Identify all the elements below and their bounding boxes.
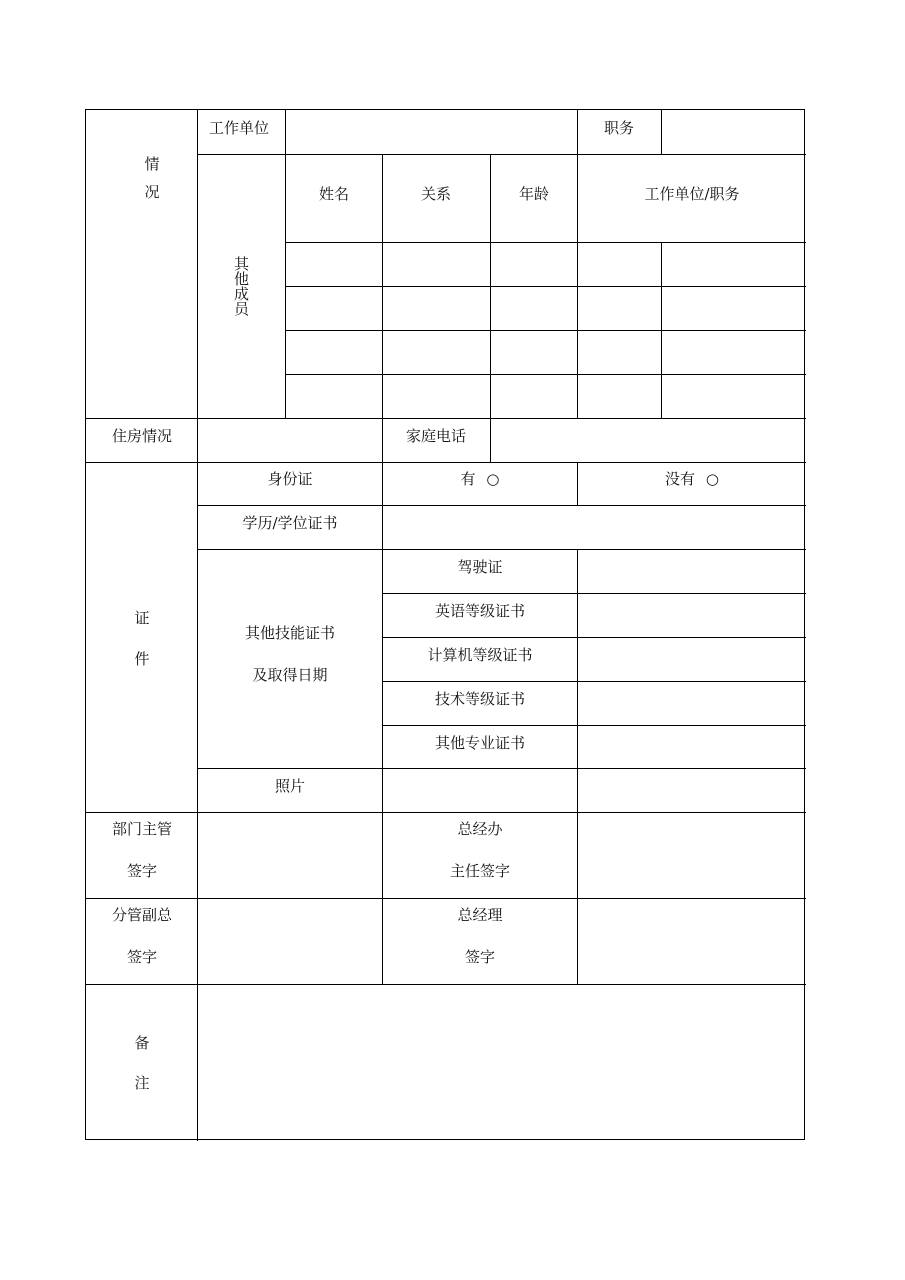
row-divider: [197, 768, 806, 769]
computer-cert-label: 计算机等级证书: [427, 646, 533, 664]
employee-registration-form: [85, 109, 805, 1140]
photo-label: 照片: [274, 777, 306, 795]
spouse-position-field[interactable]: [663, 119, 803, 139]
other-members-label: 其他成员: [232, 256, 250, 316]
deputy-gm-label-line1: 分管副总: [111, 906, 173, 924]
row-divider: [86, 812, 806, 813]
col-divider: [661, 110, 662, 154]
gm-label-line1: 总经理: [457, 906, 503, 924]
housing-label: 住房情况: [111, 427, 173, 445]
remarks-label-1: 备: [134, 1034, 150, 1052]
col-divider: [661, 242, 662, 418]
col-divider: [285, 110, 286, 418]
other-skills-label-line1: 其他技能证书: [244, 624, 336, 642]
row-divider: [86, 418, 806, 419]
row-divider: [285, 330, 806, 331]
dept-head-signature-field[interactable]: [205, 830, 375, 880]
col-divider: [577, 812, 578, 984]
row-divider: [382, 725, 806, 726]
row-divider: [197, 154, 806, 155]
row-divider: [197, 549, 806, 550]
education-cert-label: 学历/学位证书: [242, 514, 338, 532]
col-divider: [382, 154, 383, 418]
row-divider: [86, 984, 806, 985]
housing-field[interactable]: [248, 426, 418, 446]
english-cert-label: 英语等级证书: [434, 602, 526, 620]
id-card-yes-option[interactable]: [461, 470, 500, 488]
dept-head-label-line1: 部门主管: [111, 820, 173, 838]
education-cert-field[interactable]: [394, 514, 794, 534]
certificates-label-2: 件: [134, 650, 150, 668]
row-divider: [86, 898, 806, 899]
id-card-no-option[interactable]: [665, 470, 719, 488]
row-divider: [197, 505, 806, 506]
col-header-age: 年龄: [518, 185, 550, 203]
row-divider: [382, 637, 806, 638]
technical-cert-label: 技术等级证书: [434, 690, 526, 708]
gm-signature-field[interactable]: [586, 916, 796, 966]
deputy-gm-signature-field[interactable]: [205, 916, 375, 966]
gm-label-line2: 签字: [464, 948, 496, 966]
remarks-field[interactable]: [206, 1000, 796, 1130]
other-professional-cert-label: 其他专业证书: [434, 734, 526, 752]
no-radio-icon[interactable]: ○: [705, 470, 719, 488]
col-divider: [577, 242, 578, 418]
spouse-workplace-label: 工作单位: [209, 119, 270, 137]
row-divider: [285, 374, 806, 375]
gm-office-signature-field[interactable]: [586, 830, 796, 880]
other-skills-label-line2: 及取得日期: [252, 666, 328, 684]
spouse-workplace-field[interactable]: [336, 119, 626, 139]
no-option-label: 没有: [665, 470, 696, 488]
family-section-text: 情 况: [142, 156, 161, 203]
gm-office-label-line1: 总经办: [457, 820, 503, 838]
dept-head-label-line2: 签字: [126, 862, 158, 880]
row-divider: [382, 681, 806, 682]
id-card-label: 身份证: [267, 470, 313, 488]
col-divider: [197, 110, 198, 1141]
row-divider: [382, 593, 806, 594]
yes-option-label: 有: [460, 470, 476, 488]
col-header-workplace-position: 工作单位/职务: [644, 185, 740, 203]
row-divider: [86, 462, 806, 463]
col-divider: [490, 154, 491, 462]
row-divider: [285, 286, 806, 287]
col-divider: [577, 549, 578, 812]
gm-office-label-line2: 主任签字: [449, 862, 511, 880]
certificates-label-1: 证: [134, 609, 150, 627]
col-divider: [577, 462, 578, 506]
home-phone-field[interactable]: [591, 426, 791, 446]
row-divider: [285, 242, 806, 243]
driving-license-label: 驾驶证: [457, 558, 503, 576]
spouse-position-label: 职务: [603, 119, 635, 137]
col-header-relation: 关系: [420, 185, 452, 203]
yes-radio-icon[interactable]: ○: [486, 470, 500, 488]
home-phone-label: 家庭电话: [405, 427, 467, 445]
family-section-label: [121, 134, 162, 231]
col-divider: [382, 418, 383, 984]
deputy-gm-label-line2: 签字: [126, 948, 158, 966]
remarks-label-2: 注: [134, 1074, 150, 1092]
col-header-name: 姓名: [318, 185, 350, 203]
